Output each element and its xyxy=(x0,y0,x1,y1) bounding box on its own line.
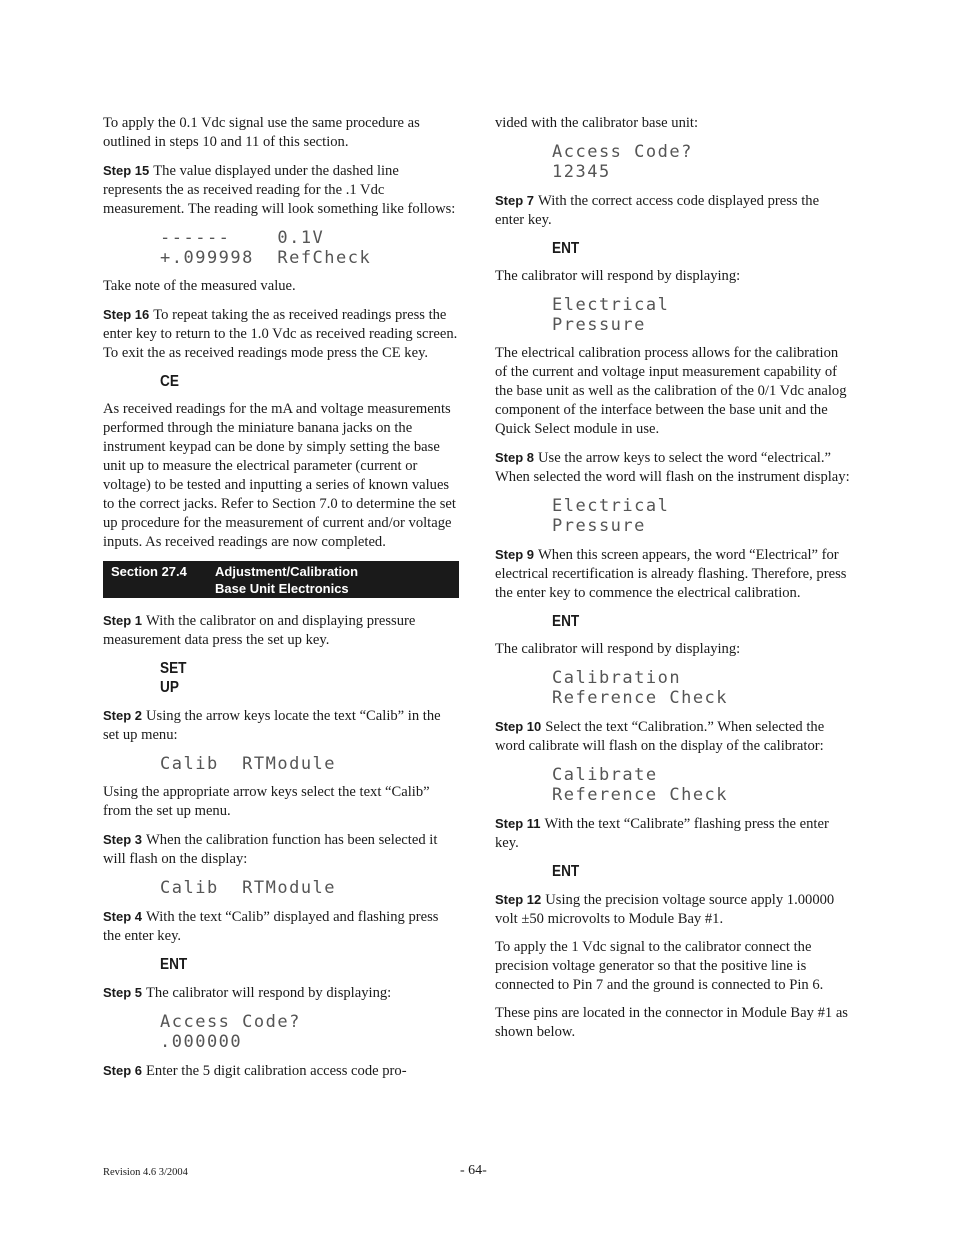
lcd-display xyxy=(552,142,851,182)
step-text: Select the text “Calibration.” When selected the word calibrate will flash on the display of the calibrator: xyxy=(495,719,825,754)
paragraph: These pins are located in the connector in Module Bay #1 as shown below. xyxy=(495,1005,848,1040)
section-heading xyxy=(103,561,459,598)
lcd-display xyxy=(552,668,851,708)
step-text: To repeat taking the as received readings press the enter key to return to the 1.0 Vdc as received reading screen. To exit the as received readings mode press the CE key. xyxy=(103,307,458,361)
step-label: Step 3 xyxy=(103,832,143,847)
paragraph: vided with the calibrator base unit: xyxy=(495,115,699,131)
lcd-display: Calib RTModule xyxy=(160,878,337,898)
section-title-line: Base Unit Electronics xyxy=(215,581,349,596)
lcd-line: Electrical xyxy=(552,295,670,315)
paragraph: Take note of the measured value. xyxy=(103,278,296,294)
section-title-line: Adjustment/Calibration xyxy=(215,564,359,579)
lcd-line: Electrical xyxy=(552,496,670,516)
step-label: Step 6 xyxy=(103,1063,143,1078)
key-ent: ENT xyxy=(552,240,580,257)
lcd-line: Pressure xyxy=(552,315,646,335)
right-column xyxy=(495,114,851,1051)
step-label: Step 2 xyxy=(103,708,143,723)
left-column xyxy=(103,114,459,1090)
step-15 xyxy=(103,161,459,219)
step-label: Step 11 xyxy=(495,816,541,831)
step-7 xyxy=(495,191,851,230)
page-number: - 64- xyxy=(460,1163,487,1178)
key-ent: ENT xyxy=(552,863,580,880)
step-text: When this screen appears, the word “Electrical” for electrical recertification is already flashing. Therefore, press the enter key to commence the electrical calibration. xyxy=(495,547,847,601)
step-text: With the calibrator on and displaying pressure measurement data press the set up key. xyxy=(103,613,416,648)
step-16 xyxy=(103,305,459,363)
lcd-line: Calibration xyxy=(552,668,682,688)
step-text: Using the arrow keys locate the text “Calib” in the set up menu: xyxy=(103,708,441,743)
step-2 xyxy=(103,706,459,745)
step-label: Step 8 xyxy=(495,450,535,465)
lcd-line: Reference Check xyxy=(552,688,729,708)
paragraph: The calibrator will respond by displaying: xyxy=(495,641,741,657)
step-label: Step 10 xyxy=(495,719,542,734)
key-line: SET xyxy=(160,660,187,677)
lcd-line: .000000 xyxy=(160,1032,243,1052)
step-label: Step 1 xyxy=(103,613,143,628)
key-ent: ENT xyxy=(552,613,580,630)
lcd-display xyxy=(160,228,459,268)
paragraph: As received readings for the mA and voltage measurements performed through the miniature banana jacks on the instrument keypad can be done by simply setting the base unit up to measure the electrical parameter (current or voltage) to be tested and inputting a series of known values to the correct jacks. Refer to Section 7.0 to determine the set up procedure for the measurement of current and/or voltage inputs. As received readings are now completed. xyxy=(103,401,456,550)
lcd-display xyxy=(552,496,851,536)
step-4 xyxy=(103,907,459,946)
step-9 xyxy=(495,545,851,603)
step-1 xyxy=(103,611,459,650)
lcd-display: Calib RTModule xyxy=(160,754,337,774)
step-10 xyxy=(495,717,851,756)
lcd-line: Pressure xyxy=(552,516,646,536)
step-label: Step 16 xyxy=(103,307,150,322)
paragraph: Using the appropriate arrow keys select the text “Calib” from the set up menu. xyxy=(103,784,430,819)
step-text: Enter the 5 digit calibration access code pro- xyxy=(146,1063,407,1079)
lcd-display xyxy=(160,1012,459,1052)
step-6 xyxy=(103,1061,459,1081)
step-8 xyxy=(495,448,851,487)
step-label: Step 4 xyxy=(103,909,143,924)
step-label: Step 7 xyxy=(495,193,535,208)
paragraph: To apply the 0.1 Vdc signal use the same procedure as outlined in steps 10 and 11 of this section. xyxy=(103,115,420,150)
key-line: UP xyxy=(160,679,179,696)
lcd-display xyxy=(552,295,851,335)
step-3 xyxy=(103,830,459,869)
lcd-line: Access Code? xyxy=(552,142,693,162)
section-number: Section 27.4 xyxy=(111,564,187,579)
step-text: With the text “Calib” displayed and flashing press the enter key. xyxy=(103,909,439,944)
paragraph: The electrical calibration process allows for the calibration of the current and voltage input measurement capability of the base unit as well as the calibration of the 0/1 Vdc analog component of the interface between the base unit and the Quick Select module in use. xyxy=(495,345,847,437)
lcd-line: +.099998 RefCheck xyxy=(160,248,372,268)
section-title xyxy=(215,563,358,598)
step-label: Step 9 xyxy=(495,547,535,562)
step-text: Using the precision voltage source apply 1.00000 volt ±50 microvolts to Module Bay #1. xyxy=(495,892,835,927)
revision-note: Revision 4.6 3/2004 xyxy=(103,1167,188,1178)
key-ce: CE xyxy=(160,373,179,390)
step-text: The calibrator will respond by displaying: xyxy=(146,985,392,1001)
lcd-line: Calibrate xyxy=(552,765,658,785)
step-label: Step 12 xyxy=(495,892,542,907)
lcd-line: Reference Check xyxy=(552,785,729,805)
lcd-display xyxy=(552,765,851,805)
step-label: Step 5 xyxy=(103,985,143,1000)
step-text: When the calibration function has been selected it will flash on the display: xyxy=(103,832,438,867)
step-12 xyxy=(495,890,851,929)
lcd-line: ------ 0.1V xyxy=(160,228,325,248)
step-label: Step 15 xyxy=(103,163,150,178)
step-text: With the correct access code displayed press the enter key. xyxy=(495,193,820,228)
step-11 xyxy=(495,814,851,853)
step-text: Use the arrow keys to select the word “electrical.” When selected the word will flash on the instrument display: xyxy=(495,450,850,485)
step-text: With the text “Calibrate” flashing press the enter key. xyxy=(495,816,829,851)
key-set-up xyxy=(160,659,414,697)
paragraph: To apply the 1 Vdc signal to the calibrator connect the precision voltage generator so that the positive line is connected to Pin 7 and the ground is connected to Pin 6. xyxy=(495,939,824,993)
lcd-line: Access Code? xyxy=(160,1012,301,1032)
step-5 xyxy=(103,983,459,1003)
paragraph: The calibrator will respond by displaying: xyxy=(495,268,741,284)
key-ent: ENT xyxy=(160,956,188,973)
lcd-line: 12345 xyxy=(552,162,611,182)
step-text: The value displayed under the dashed line represents the as received reading for the .1 Vdc measurement. The reading will look something like follows: xyxy=(103,163,456,217)
